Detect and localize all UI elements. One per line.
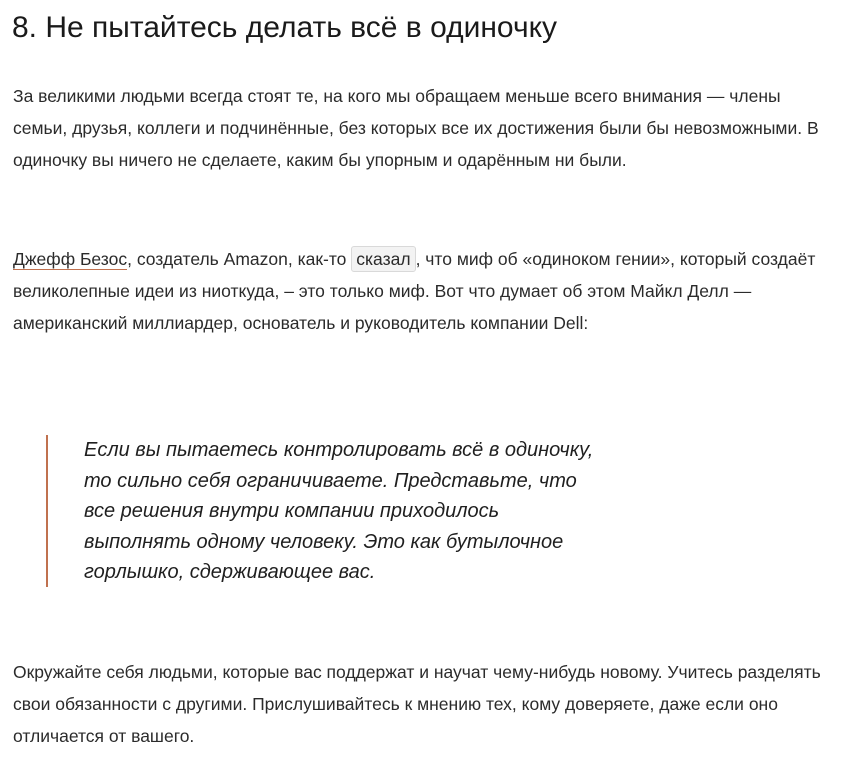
paragraph-bezos xyxy=(13,243,839,339)
said-link[interactable]: сказал xyxy=(351,246,415,272)
blockquote xyxy=(46,435,608,587)
section-heading: 8. Не пытайтесь делать всё в одиночку xyxy=(12,11,558,44)
paragraph-conclusion: Окружайте себя людьми, которые вас поддержат и научат чему-нибудь новому. Учитесь разделять свои обязанности с другими. Прислушивайтесь к мнению тех, кому доверяете, даже если оно отличается от вашего. xyxy=(13,662,821,746)
paragraph-intro: За великими людьми всегда стоят те, на кого мы обращаем меньше всего внимания — члены семьи, друзья, коллеги и подчинённые, без которых все их достижения были бы невозможными. В одиночку вы ничего не сделаете, каким бы упорным и одарённым ни были. xyxy=(13,86,819,170)
quote-text: Если вы пытаетесь контролировать всё в одиночку, то сильно себя ограничиваете. Представьте, что все решения внутри компании приходилось выполнять одному человеку. Это как бутылочное горлышко, сдерживающее вас. xyxy=(84,439,594,583)
paragraph-text-after-said: , что миф об «одиноком гении», который создаёт великолепные идеи из ниоткуда, – это только миф. Вот что думает об этом Майкл Делл — американский миллиардер, основатель и руководитель компании Dell: xyxy=(13,249,816,333)
jeff-bezos-link[interactable]: Джефф Безос xyxy=(13,249,128,269)
paragraph-text-before-said: , создатель Amazon, как-то xyxy=(127,249,352,269)
